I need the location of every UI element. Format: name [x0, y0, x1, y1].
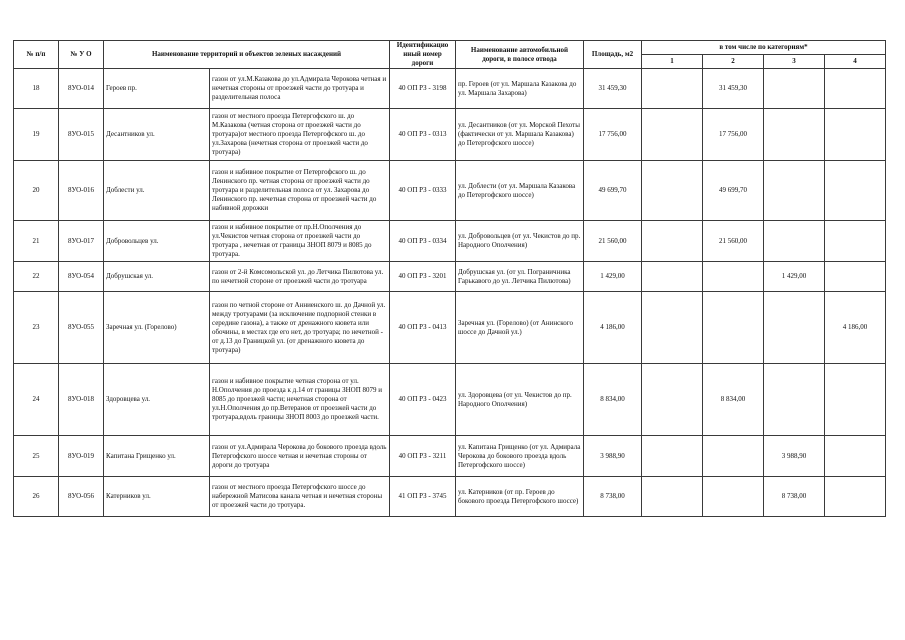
- cell-num: 21: [14, 221, 59, 262]
- cell-code: 8УО-019: [59, 436, 104, 477]
- cell-num: 22: [14, 262, 59, 292]
- cell-area: 4 186,00: [584, 292, 642, 364]
- cell-cat-3: [764, 364, 825, 436]
- cell-area: 31 459,30: [584, 69, 642, 109]
- green-areas-table: [13, 40, 886, 517]
- cell-cat-1: [642, 109, 703, 161]
- cell-cat-2: 8 834,00: [703, 364, 764, 436]
- cell-cat-3: 3 988,90: [764, 436, 825, 477]
- cell-name: Катерников ул.: [104, 477, 210, 517]
- table-row: [14, 221, 886, 262]
- cell-code: 8УО-055: [59, 292, 104, 364]
- cell-num: 18: [14, 69, 59, 109]
- header-code: № У О: [59, 41, 104, 69]
- cell-cat-2: 31 459,30: [703, 69, 764, 109]
- header-row-1: [14, 41, 886, 55]
- cell-description: газон от местного проезда Петергофского шоссе до набережной Матисова канала четная и нечетная стороны от проезжей части до тротуара.: [210, 477, 390, 517]
- cell-cat-3: [764, 69, 825, 109]
- cell-road-id: 40 ОП РЗ - 0413: [390, 292, 456, 364]
- cell-description: газон по четной стороне от Анниенского ш. до Дачной ул. между тротуарами (за исключение подпорной стенки в середине газона), а также от дренажного кювета или обочины, в местах где его нет, до тротуара; по нечетной - от д.13 до Границкой ул. (от дренажного кювета до тротуара): [210, 292, 390, 364]
- cell-description: газон от местного проезда Петергофского ш. до М.Казакова (четная сторона от проезжей части до тротуара)от местного проезда Петергофского ш. до ул.Захарова (нечетная сторона от проезжей части до тротуара): [210, 109, 390, 161]
- header-id-line2: нный номер дороги: [403, 50, 442, 67]
- cell-road-name: ул. Капитана Грищенко (от ул. Адмирала Черокова до бокового проезда вдоль Петергофского шоссе): [456, 436, 584, 477]
- cell-cat-1: [642, 364, 703, 436]
- cell-cat-3: 1 429,00: [764, 262, 825, 292]
- cell-cat-3: [764, 221, 825, 262]
- cell-area: 49 699,70: [584, 161, 642, 221]
- cell-cat-3: [764, 292, 825, 364]
- header-cat-1: 1: [642, 55, 703, 69]
- cell-road-id: 40 ОП РЗ - 0423: [390, 364, 456, 436]
- cell-cat-3: [764, 161, 825, 221]
- header-categories-group: в том числе по категориям*: [642, 41, 886, 55]
- cell-cat-1: [642, 436, 703, 477]
- cell-area: 17 756,00: [584, 109, 642, 161]
- table-body: [14, 69, 886, 517]
- cell-cat-2: 21 560,00: [703, 221, 764, 262]
- cell-code: 8УО-054: [59, 262, 104, 292]
- table-row: [14, 262, 886, 292]
- cell-cat-2: [703, 436, 764, 477]
- cell-cat-4: [825, 109, 886, 161]
- header-name: Наименование территорий и объектов зеленых насаждений: [104, 41, 390, 69]
- cell-cat-1: [642, 69, 703, 109]
- cell-num: 20: [14, 161, 59, 221]
- cell-area: 21 560,00: [584, 221, 642, 262]
- cell-num: 26: [14, 477, 59, 517]
- header-road-line1: Наименование автомобильной: [470, 45, 569, 54]
- cell-code: 8УО-018: [59, 364, 104, 436]
- cell-name: Доблести ул.: [104, 161, 210, 221]
- cell-code: 8УО-016: [59, 161, 104, 221]
- cell-name: Здоровцева ул.: [104, 364, 210, 436]
- cell-cat-1: [642, 292, 703, 364]
- cell-cat-4: [825, 161, 886, 221]
- cell-cat-1: [642, 477, 703, 517]
- cell-name: Добрушская ул.: [104, 262, 210, 292]
- cell-name: Десантников ул.: [104, 109, 210, 161]
- header-road: [456, 41, 584, 69]
- cell-cat-4: [825, 69, 886, 109]
- cell-description: газон и набивное покрытие от Петергофского ш. до Ленинского пр. четная сторона от проезжей части до тротуара и разделительная полоса от ул. Захарова до Ленинского пр. нечетная сторона от проезжей части до набивной дорожки: [210, 161, 390, 221]
- cell-cat-4: [825, 364, 886, 436]
- cell-road-id: 40 ОП РЗ - 3198: [390, 69, 456, 109]
- table-row: [14, 292, 886, 364]
- cell-num: 24: [14, 364, 59, 436]
- cell-description: газон и набивное покрытие четная сторона от ул. Н.Ополчения до проезда к д.14 от границы ЗНОП 8079 и 8085 до проезжей части; нечетная сторона от ул.Н.Ополчения до пр.Ветеранов от проезжей части до тротуара,вдоль границы ЗНОП 8003 до проезжей части.: [210, 364, 390, 436]
- cell-name: Капитана Грищенко ул.: [104, 436, 210, 477]
- cell-name: Добровольцев ул.: [104, 221, 210, 262]
- header-id-line1: Идентификацио: [396, 41, 449, 49]
- cell-cat-3: 8 738,00: [764, 477, 825, 517]
- cell-cat-2: [703, 262, 764, 292]
- cell-num: 23: [14, 292, 59, 364]
- document-sheet: [13, 40, 886, 517]
- cell-area: 3 988,90: [584, 436, 642, 477]
- table-row: [14, 109, 886, 161]
- cell-code: 8УО-015: [59, 109, 104, 161]
- table-row: [14, 69, 886, 109]
- cell-road-name: ул. Катерников (от пр. Героев до бокового проезда Петергофского шоссе): [456, 477, 584, 517]
- table-row: [14, 364, 886, 436]
- cell-road-id: 41 ОП РЗ - 3745: [390, 477, 456, 517]
- cell-road-id: 40 ОП РЗ - 0333: [390, 161, 456, 221]
- cell-name: Героев пр.: [104, 69, 210, 109]
- cell-area: 8 738,00: [584, 477, 642, 517]
- cell-road-id: 40 ОП РЗ - 3211: [390, 436, 456, 477]
- cell-road-id: 40 ОП РЗ - 0334: [390, 221, 456, 262]
- cell-description: газон от ул.М.Казакова до ул.Адмирала Черокова четная и нечетная стороны от проезжей части до тротуара и разделительная полоса: [210, 69, 390, 109]
- table-row: [14, 477, 886, 517]
- cell-cat-4: [825, 262, 886, 292]
- cell-road-name: пр. Героев (от ул. Маршала Казакова до ул. Маршала Захарова): [456, 69, 584, 109]
- cell-cat-1: [642, 221, 703, 262]
- cell-cat-4: 4 186,00: [825, 292, 886, 364]
- cell-description: газон от 2-й Комсомольской ул. до Летчика Пилютова ул. по нечетной стороне от проезжей части до тротуара: [210, 262, 390, 292]
- cell-road-id: 40 ОП РЗ - 3201: [390, 262, 456, 292]
- header-cat-3: 3: [764, 55, 825, 69]
- cell-num: 19: [14, 109, 59, 161]
- cell-road-name: Заречная ул. (Горелово) (от Анинского шоссе до Дачной ул.): [456, 292, 584, 364]
- cell-area: 8 834,00: [584, 364, 642, 436]
- cell-num: 25: [14, 436, 59, 477]
- cell-road-name: ул. Здоровцева (от ул. Чекистов до пр. Народного Ополчения): [456, 364, 584, 436]
- cell-cat-2: 17 756,00: [703, 109, 764, 161]
- header-area: Площадь, м2: [584, 41, 642, 69]
- table-row: [14, 161, 886, 221]
- cell-code: 8УО-014: [59, 69, 104, 109]
- cell-name: Заречная ул. (Горелово): [104, 292, 210, 364]
- cell-road-name: ул. Добровольцев (от ул. Чекистов до пр. Народного Ополчения): [456, 221, 584, 262]
- cell-description: газон и набивное покрытие от пр.Н.Ополчения до ул.Чекистов четная сторона от проезжей части до тротуара , нечетная от границы ЗНОП 8079 и 8085 до тротуара.: [210, 221, 390, 262]
- cell-cat-2: [703, 477, 764, 517]
- cell-cat-4: [825, 221, 886, 262]
- cell-road-name: ул. Десантников (от ул. Морской Пехоты (фактически от ул. Маршала Казакова) до Петергофского шоссе): [456, 109, 584, 161]
- cell-code: 8УО-017: [59, 221, 104, 262]
- cell-cat-4: [825, 436, 886, 477]
- cell-road-id: 40 ОП РЗ - 0313: [390, 109, 456, 161]
- cell-cat-2: [703, 292, 764, 364]
- header-id: [390, 41, 456, 69]
- cell-cat-1: [642, 161, 703, 221]
- header-road-line2: дороги, в полосе отвода: [482, 54, 557, 63]
- cell-cat-3: [764, 109, 825, 161]
- cell-cat-2: 49 699,70: [703, 161, 764, 221]
- header-num: № п/п: [14, 41, 59, 69]
- table-header: [14, 41, 886, 69]
- cell-cat-1: [642, 262, 703, 292]
- header-cat-4: 4: [825, 55, 886, 69]
- cell-road-name: ул. Доблести (от ул. Маршала Казакова до Петергофского шоссе): [456, 161, 584, 221]
- cell-description: газон от ул.Адмирала Черокова до бокового проезда вдоль Петергофского шоссе четная и нечетная стороны от дороги до тротуара: [210, 436, 390, 477]
- table-row: [14, 436, 886, 477]
- cell-code: 8УО-056: [59, 477, 104, 517]
- cell-road-name: Добрушская ул. (от ул. Пограничника Гарькавого до ул. Летчика Пилютова): [456, 262, 584, 292]
- cell-area: 1 429,00: [584, 262, 642, 292]
- cell-cat-4: [825, 477, 886, 517]
- header-cat-2: 2: [703, 55, 764, 69]
